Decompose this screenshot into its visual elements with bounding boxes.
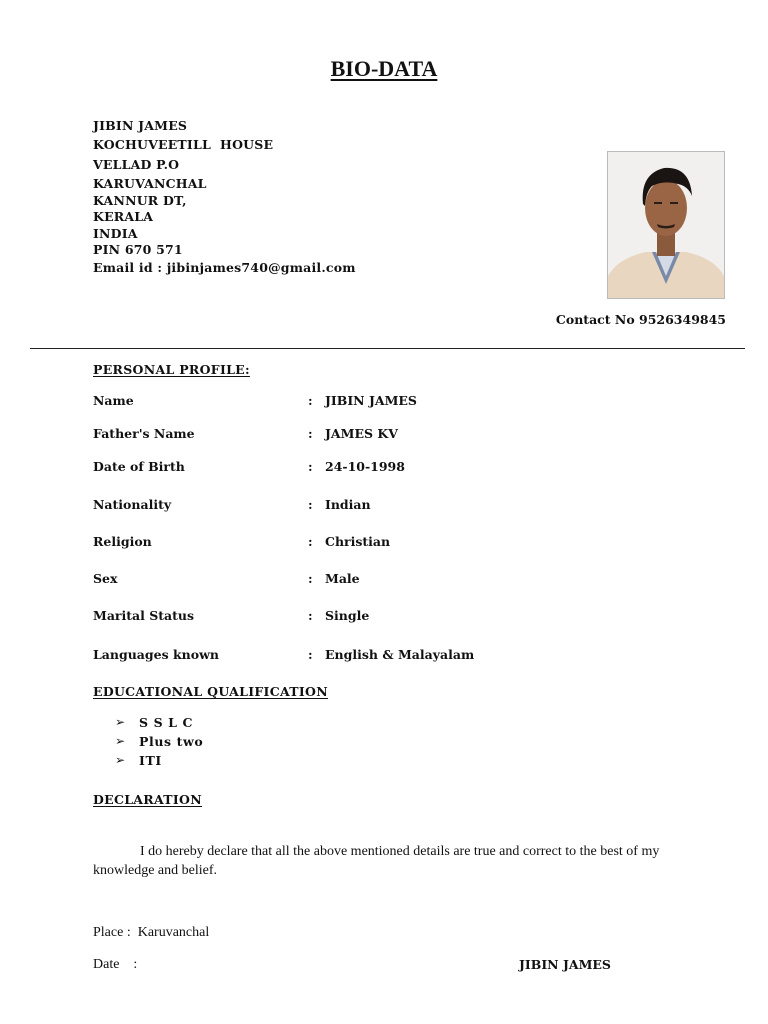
row-value-religion: Christian bbox=[325, 534, 391, 549]
education-heading: EDUCATIONAL QUALIFICATION bbox=[93, 684, 328, 699]
arrow-bullet-icon: ➢ bbox=[115, 715, 126, 729]
row-label-date-of-birth: Date of Birth bbox=[93, 459, 185, 474]
address-district: KANNUR DT, bbox=[93, 193, 187, 208]
row-colon: : bbox=[308, 571, 313, 586]
place-line: Place : Karuvanchal bbox=[93, 925, 210, 940]
address-email: Email id : jibinjames740@gmail.com bbox=[93, 260, 356, 275]
address-post-office: VELLAD P.O bbox=[93, 157, 180, 172]
address-pin: PIN 670 571 bbox=[93, 242, 183, 257]
education-item-plus-two: Plus two bbox=[139, 734, 204, 749]
row-label-name: Name bbox=[93, 393, 134, 408]
row-colon: : bbox=[308, 459, 313, 474]
divider bbox=[30, 348, 745, 349]
signature-name: JIBIN JAMES bbox=[519, 957, 611, 972]
person-photo-icon bbox=[608, 152, 724, 298]
row-colon: : bbox=[308, 393, 313, 408]
contact-number: Contact No 9526349845 bbox=[555, 312, 726, 327]
row-label-religion: Religion bbox=[93, 534, 152, 549]
arrow-bullet-icon: ➢ bbox=[115, 734, 126, 748]
row-value-date-of-birth: 24-10-1998 bbox=[325, 459, 405, 474]
arrow-bullet-icon: ➢ bbox=[115, 753, 126, 767]
personal-profile-heading: PERSONAL PROFILE: bbox=[93, 362, 250, 377]
education-item-iti: ITI bbox=[139, 753, 162, 768]
declaration-text bbox=[93, 842, 693, 880]
row-value-marital-status: Single bbox=[325, 608, 370, 623]
address-country: INDIA bbox=[93, 226, 138, 241]
row-value-languages: English & Malayalam bbox=[325, 647, 475, 662]
page-title: BIO-DATA bbox=[330, 56, 438, 81]
row-colon: : bbox=[308, 497, 313, 512]
address-house: KOCHUVEETILL HOUSE bbox=[93, 137, 274, 152]
declaration-body: I do hereby declare that all the above mentioned details are true and correct to the best of my knowledge and belief. bbox=[93, 844, 660, 878]
row-label-languages: Languages known bbox=[93, 647, 219, 662]
row-label-sex: Sex bbox=[93, 571, 118, 586]
education-item-sslc: S S L C bbox=[139, 715, 194, 730]
date-line: Date : bbox=[93, 957, 138, 972]
profile-photo bbox=[607, 151, 725, 299]
address-locality: KARUVANCHAL bbox=[93, 176, 207, 191]
row-colon: : bbox=[308, 534, 313, 549]
address-state: KERALA bbox=[93, 209, 154, 224]
row-value-fathers-name: JAMES KV bbox=[325, 426, 398, 441]
declaration-heading: DECLARATION bbox=[93, 792, 202, 807]
row-value-nationality: Indian bbox=[325, 497, 371, 512]
row-label-marital-status: Marital Status bbox=[93, 608, 195, 623]
row-label-nationality: Nationality bbox=[93, 497, 172, 512]
row-colon: : bbox=[308, 608, 313, 623]
row-colon: : bbox=[308, 647, 313, 662]
row-colon: : bbox=[308, 426, 313, 441]
row-value-sex: Male bbox=[325, 571, 360, 586]
row-label-fathers-name: Father's Name bbox=[93, 426, 195, 441]
row-value-name: JIBIN JAMES bbox=[325, 393, 417, 408]
address-name: JIBIN JAMES bbox=[93, 118, 188, 133]
